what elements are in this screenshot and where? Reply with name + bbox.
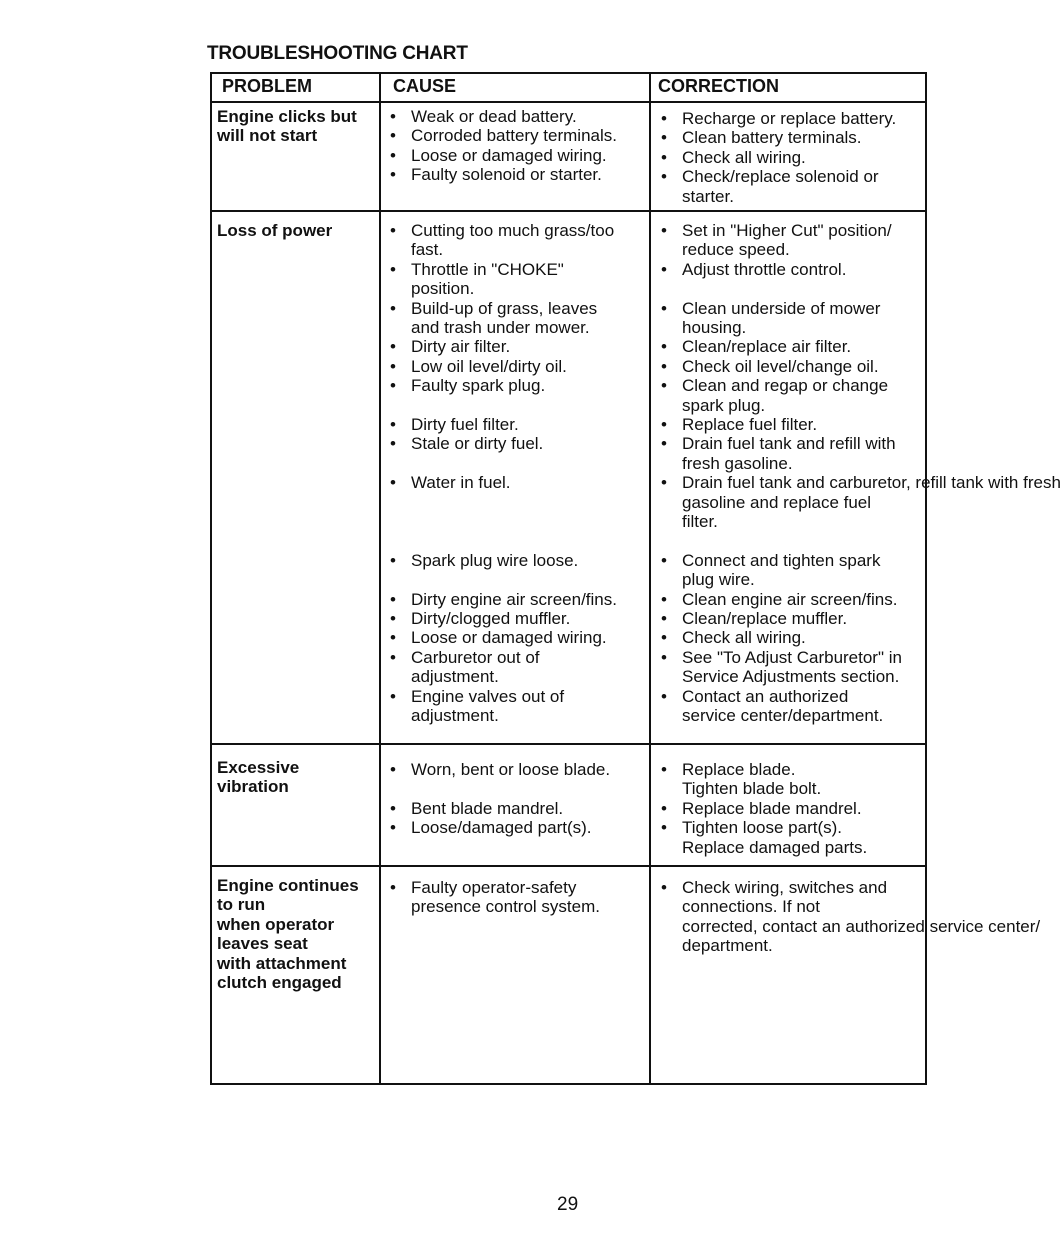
- correction-line: [658, 760, 928, 779]
- correction-line: [658, 551, 928, 570]
- header-problem: PROBLEM: [222, 76, 312, 96]
- bullet-glyph: •: [390, 878, 396, 897]
- cause-text: Worn, bent or loose blade.: [411, 760, 611, 779]
- page-number: 29: [557, 1194, 579, 1215]
- cause-line: [387, 590, 649, 609]
- cause-text: Faulty solenoid or starter.: [411, 165, 602, 185]
- bullet-glyph: •: [390, 760, 396, 779]
- correction-item: [658, 299, 928, 338]
- problem-text: leaves seat: [217, 934, 308, 954]
- cause-line: [387, 240, 649, 259]
- correction-text: Drain fuel tank and refill with: [682, 434, 896, 454]
- cause-line: [387, 897, 649, 916]
- cause-line: [387, 126, 649, 145]
- cause-line: [387, 667, 649, 686]
- bullet-glyph: •: [390, 473, 396, 493]
- bullet-glyph: •: [661, 167, 667, 187]
- correction-text: filter.: [682, 512, 718, 531]
- cause-item: [387, 551, 649, 570]
- cause-item: [387, 376, 649, 395]
- correction-text: spark plug.: [682, 395, 766, 415]
- correction-text: Clean and regap or change: [682, 376, 889, 396]
- correction-item: [658, 376, 928, 415]
- cause-line: [387, 473, 649, 492]
- correction-line: [658, 167, 928, 186]
- correction-text: Clean/replace air filter.: [682, 337, 852, 357]
- bullet-glyph: •: [661, 760, 667, 779]
- correction-line: [658, 128, 928, 147]
- correction-line: [658, 376, 928, 395]
- correction-line: [658, 221, 928, 240]
- bullet-glyph: •: [661, 434, 667, 454]
- cause-text: Faulty spark plug.: [411, 376, 546, 396]
- correction-text: Check all wiring.: [682, 147, 806, 167]
- correction-text: plug wire.: [682, 570, 755, 590]
- bullet-glyph: •: [661, 109, 667, 128]
- correction-item: [658, 628, 928, 647]
- correction-line: [658, 434, 928, 453]
- correction-item: [658, 109, 928, 128]
- cause-text: position.: [411, 279, 475, 299]
- correction-line: [658, 260, 928, 279]
- bullet-glyph: •: [661, 798, 667, 818]
- page-title: TROUBLESHOOTING CHART: [207, 43, 468, 64]
- correction-item: [658, 799, 928, 818]
- correction-line: [658, 628, 928, 647]
- correction-text: corrected, contact an authorized service center/: [682, 916, 1041, 936]
- cause-line: [387, 415, 649, 434]
- correction-text: gasoline and replace fuel: [682, 492, 872, 512]
- cause-line: [387, 376, 649, 395]
- cause-item: [387, 299, 649, 338]
- cause-item: [387, 760, 649, 779]
- correction-text: Replace blade mandrel.: [682, 798, 862, 818]
- correction-item: [658, 878, 1041, 956]
- cause-line: [387, 221, 649, 240]
- correction-item: [658, 473, 1061, 531]
- bullet-glyph: •: [390, 434, 396, 454]
- correction-text: Tighten blade bolt.: [682, 779, 822, 799]
- correction-text: Clean battery terminals.: [682, 128, 862, 148]
- correction-item: [658, 337, 928, 356]
- correction-line: [658, 878, 928, 897]
- cause-text: Throttle in "CHOKE": [411, 259, 564, 279]
- bullet-glyph: •: [661, 128, 667, 148]
- correction-text: fresh gasoline.: [682, 453, 793, 473]
- correction-item: [658, 609, 928, 628]
- problem-text: with attachment: [217, 953, 347, 973]
- correction-line: [658, 396, 928, 415]
- bullet-glyph: •: [390, 298, 396, 318]
- correction-line: [658, 570, 928, 589]
- bullet-glyph: •: [661, 878, 667, 897]
- cause-line: [387, 799, 649, 818]
- correction-item: [658, 590, 928, 609]
- cause-item: [387, 357, 649, 376]
- correction-item: [658, 434, 928, 473]
- correction-text: Drain fuel tank and carburetor, refill tank with fresh: [682, 473, 1061, 493]
- correction-text: Replace blade.: [682, 760, 796, 779]
- cause-text: Carburetor out of: [411, 647, 540, 667]
- correction-line: [658, 916, 1041, 936]
- bullet-glyph: •: [390, 126, 396, 146]
- cause-text: Cutting too much grass/too: [411, 221, 615, 240]
- bullet-glyph: •: [390, 337, 396, 357]
- bullet-glyph: •: [390, 798, 396, 818]
- bullet-glyph: •: [661, 147, 667, 167]
- header-correction: CORRECTION: [658, 76, 779, 96]
- cause-text: Faulty operator-safety: [411, 878, 577, 897]
- correction-text: Service Adjustments section.: [682, 667, 900, 687]
- cause-line: [387, 260, 649, 279]
- cause-line: [387, 818, 649, 837]
- correction-line: [658, 299, 928, 318]
- problem-text: clutch engaged: [217, 973, 342, 993]
- bullet-glyph: •: [661, 221, 667, 240]
- correction-item: [658, 415, 928, 434]
- cause-line: [387, 299, 649, 318]
- correction-item: [658, 128, 928, 147]
- row-divider: [212, 865, 925, 867]
- problem-text: will not start: [217, 126, 318, 146]
- cause-line: [387, 318, 649, 337]
- correction-text: Tighten loose part(s).: [682, 818, 842, 838]
- correction-item: [658, 760, 928, 799]
- cause-item: [387, 878, 649, 917]
- correction-line: [658, 779, 928, 798]
- correction-line: [658, 454, 928, 473]
- bullet-glyph: •: [661, 609, 667, 628]
- bullet-glyph: •: [661, 473, 667, 493]
- bullet-glyph: •: [390, 647, 396, 667]
- problem-cell: [217, 758, 377, 797]
- correction-line: [658, 648, 928, 667]
- bullet-glyph: •: [390, 628, 396, 648]
- correction-text: Adjust throttle control.: [682, 259, 847, 279]
- row-divider: [212, 743, 925, 745]
- bullet-glyph: •: [661, 415, 667, 434]
- correction-line: [658, 148, 928, 167]
- cause-text: Weak or dead battery.: [411, 107, 577, 126]
- correction-line: [658, 318, 928, 337]
- correction-item: [658, 167, 928, 206]
- cause-item: [387, 260, 649, 299]
- cause-item: [387, 473, 649, 492]
- cause-item: [387, 799, 649, 818]
- correction-line: [658, 187, 928, 206]
- cause-line: [387, 609, 649, 628]
- cause-line: [387, 165, 649, 184]
- cause-text: presence control system.: [411, 897, 600, 917]
- cause-text: adjustment.: [411, 667, 499, 687]
- bullet-glyph: •: [661, 550, 667, 570]
- cause-text: Dirty/clogged muffler.: [411, 609, 571, 628]
- troubleshooting-table: [210, 72, 1061, 1085]
- correction-text: department.: [682, 936, 773, 956]
- cause-text: Corroded battery terminals.: [411, 126, 617, 146]
- cause-text: Loose or damaged wiring.: [411, 145, 607, 165]
- cause-text: Loose or damaged wiring.: [411, 628, 607, 648]
- cause-line: [387, 648, 649, 667]
- correction-line: [658, 897, 928, 916]
- correction-text: housing.: [682, 318, 747, 337]
- correction-text: Replace fuel filter.: [682, 415, 818, 434]
- cause-line: [387, 146, 649, 165]
- correction-line: [658, 357, 928, 376]
- problem-text: vibration: [217, 777, 289, 797]
- bullet-glyph: •: [390, 107, 396, 126]
- correction-line: [658, 936, 928, 955]
- problem-text: Loss of power: [217, 221, 333, 240]
- cause-text: Dirty fuel filter.: [411, 415, 519, 434]
- correction-item: [658, 221, 928, 260]
- cause-text: Stale or dirty fuel.: [411, 434, 544, 454]
- cause-text: Bent blade mandrel.: [411, 798, 564, 818]
- correction-text: See "To Adjust Carburetor" in: [682, 647, 902, 667]
- correction-text: starter.: [682, 186, 734, 206]
- correction-text: Contact an authorized: [682, 686, 849, 706]
- cause-item: [387, 107, 649, 126]
- cause-line: [387, 337, 649, 356]
- cause-item: [387, 818, 649, 837]
- bullet-glyph: •: [661, 259, 667, 279]
- cause-text: Spark plug wire loose.: [411, 550, 579, 570]
- cause-item: [387, 165, 649, 184]
- cause-item: [387, 590, 649, 609]
- bullet-glyph: •: [390, 415, 396, 434]
- correction-text: connections. If not: [682, 897, 820, 917]
- correction-line: [658, 415, 928, 434]
- bullet-glyph: •: [390, 686, 396, 706]
- bullet-glyph: •: [390, 376, 396, 396]
- cause-text: Dirty engine air screen/fins.: [411, 589, 617, 609]
- header-divider: [212, 101, 925, 103]
- bullet-glyph: •: [661, 356, 667, 376]
- cause-text: adjustment.: [411, 706, 499, 725]
- correction-line: [658, 590, 928, 609]
- row-divider: [212, 210, 925, 212]
- correction-text: Clean underside of mower: [682, 298, 881, 318]
- cause-line: [387, 706, 649, 725]
- correction-item: [658, 818, 928, 857]
- bullet-glyph: •: [390, 356, 396, 376]
- correction-line: [658, 109, 928, 128]
- correction-text: Check oil level/change oil.: [682, 356, 879, 376]
- correction-line: [658, 609, 928, 628]
- problem-text: when operator: [217, 914, 335, 934]
- cause-line: [387, 551, 649, 570]
- cause-item: [387, 648, 649, 687]
- cause-item: [387, 415, 649, 434]
- correction-item: [658, 648, 928, 687]
- cause-line: [387, 279, 649, 298]
- correction-item: [658, 357, 928, 376]
- cause-item: [387, 146, 649, 165]
- cause-text: fast.: [411, 240, 444, 260]
- correction-line: [658, 240, 928, 259]
- bullet-glyph: •: [661, 298, 667, 318]
- cause-item: [387, 687, 649, 726]
- column-divider: [649, 74, 651, 1083]
- correction-text: Clean engine air screen/fins.: [682, 589, 898, 609]
- cause-text: Dirty air filter.: [411, 337, 511, 357]
- cause-line: [387, 760, 649, 779]
- correction-text: Check/replace solenoid or: [682, 167, 879, 187]
- column-divider: [379, 74, 381, 1083]
- correction-item: [658, 148, 928, 167]
- bullet-glyph: •: [661, 686, 667, 706]
- bullet-glyph: •: [390, 145, 396, 165]
- cause-line: [387, 434, 649, 453]
- cause-text: Water in fuel.: [411, 473, 511, 493]
- bullet-glyph: •: [661, 376, 667, 396]
- cause-item: [387, 126, 649, 145]
- cause-item: [387, 628, 649, 647]
- bullet-glyph: •: [390, 609, 396, 628]
- correction-line: [658, 706, 928, 725]
- bullet-glyph: •: [390, 550, 396, 570]
- bullet-glyph: •: [390, 221, 396, 240]
- cause-text: Engine valves out of: [411, 686, 565, 706]
- bullet-glyph: •: [661, 337, 667, 357]
- correction-item: [658, 260, 928, 279]
- correction-line: [658, 818, 928, 837]
- header-cause: CAUSE: [393, 76, 457, 96]
- cause-item: [387, 609, 649, 628]
- problem-text: to run: [217, 895, 266, 915]
- cause-item: [387, 337, 649, 356]
- cause-text: Low oil level/dirty oil.: [411, 356, 567, 376]
- correction-text: reduce speed.: [682, 240, 790, 260]
- correction-item: [658, 551, 928, 590]
- bullet-glyph: •: [661, 589, 667, 609]
- bullet-glyph: •: [661, 818, 667, 838]
- bullet-glyph: •: [661, 647, 667, 667]
- problem-text: Excessive: [217, 758, 300, 777]
- problem-text: Engine continues: [217, 876, 359, 895]
- correction-line: [658, 687, 928, 706]
- correction-text: Recharge or replace battery.: [682, 109, 897, 128]
- bullet-glyph: •: [390, 165, 396, 185]
- correction-text: Replace damaged parts.: [682, 837, 868, 857]
- correction-line: [658, 473, 1061, 493]
- cause-line: [387, 357, 649, 376]
- cause-line: [387, 628, 649, 647]
- correction-text: Clean/replace muffler.: [682, 609, 848, 628]
- problem-cell: [217, 107, 377, 146]
- correction-line: [658, 667, 928, 686]
- cause-text: Loose/damaged part(s).: [411, 818, 592, 838]
- cause-text: Build-up of grass, leaves: [411, 298, 598, 318]
- problem-cell: [217, 221, 377, 240]
- correction-text: Connect and tighten spark: [682, 550, 881, 570]
- correction-item: [658, 687, 928, 726]
- correction-text: Set in "Higher Cut" position/: [682, 221, 892, 240]
- bullet-glyph: •: [661, 628, 667, 648]
- bullet-glyph: •: [390, 259, 396, 279]
- bullet-glyph: •: [390, 818, 396, 838]
- cause-item: [387, 434, 649, 453]
- bullet-glyph: •: [390, 589, 396, 609]
- correction-line: [658, 493, 928, 512]
- correction-text: Check all wiring.: [682, 628, 806, 648]
- cause-text: and trash under mower.: [411, 318, 590, 337]
- correction-text: service center/department.: [682, 706, 884, 725]
- cause-line: [387, 687, 649, 706]
- correction-line: [658, 799, 928, 818]
- cause-line: [387, 107, 649, 126]
- problem-cell: [217, 876, 377, 992]
- correction-text: Check wiring, switches and: [682, 878, 888, 897]
- correction-line: [658, 512, 928, 531]
- cause-item: [387, 221, 649, 260]
- cause-line: [387, 878, 649, 897]
- problem-text: Engine clicks but: [217, 107, 357, 126]
- correction-line: [658, 838, 928, 857]
- correction-line: [658, 337, 928, 356]
